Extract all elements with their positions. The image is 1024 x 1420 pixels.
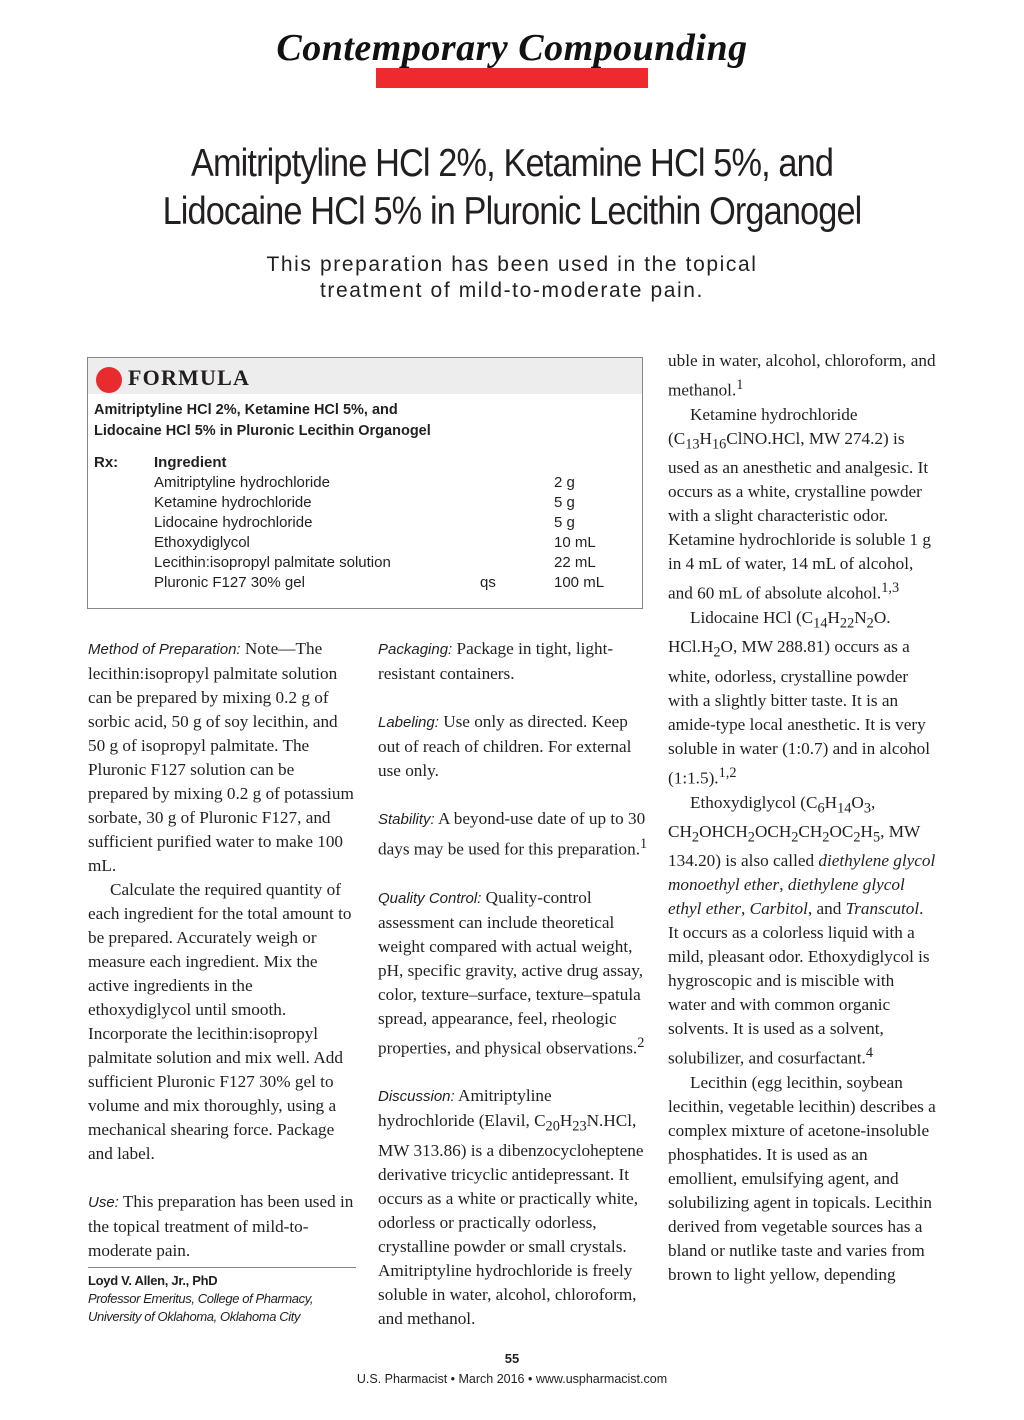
ingredient-row	[88, 474, 642, 494]
ketamine-text: Ketamine hydrochloride (C	[668, 404, 858, 448]
column-1	[88, 637, 356, 1263]
ingredient-amount: 5 g	[554, 494, 575, 511]
subscript: 2	[747, 829, 755, 846]
ethoxy-text: Ethoxydiglycol (C	[690, 792, 818, 812]
subscript: 20	[545, 1118, 560, 1135]
subscript: 3	[863, 799, 871, 816]
ingredient-name: Amitriptyline hydrochloride	[154, 474, 330, 491]
masthead-red-bar	[376, 68, 648, 88]
ethoxy-text: H	[860, 821, 873, 841]
reference-superscript: 1	[736, 377, 744, 393]
page-number: 55	[504, 1351, 520, 1366]
ketamine-text: ClNO.HCl, MW 274.2) is used as an anesthetic and analgesic. It occurs as a white, crystalline powder with a slight characteristic odor. Ketamine hydrochloride is soluble 1 g in 4 mL of water, 14 mL of alcohol, and 60 mL of absolute alcohol.	[668, 428, 932, 603]
author-name: Loyd V. Allen, Jr., PhD	[88, 1273, 218, 1288]
ingredient-amount: 5 g	[554, 514, 575, 531]
discussion-text: N.HCl, MW 313.86) is a dibenzocycloheptene derivative tricyclic antidepressant. It occurs as a white or practically white, odorless or practically odorless, crystalline powder or small crystals. Amitriptyline hydrochloride is freely soluble in water, alcohol, chloroform, and methanol.	[378, 1111, 644, 1328]
use-paragraph	[88, 1190, 356, 1263]
subscript: 2	[866, 615, 874, 632]
ethoxy-text: , and	[807, 899, 846, 919]
formula-label: FORMULA	[128, 365, 251, 390]
reference-superscript: 1,2	[718, 764, 737, 781]
subscript: 2	[853, 829, 861, 846]
ingredient-amount: 2 g	[554, 474, 575, 491]
subscript: 13	[685, 436, 700, 453]
ingredient-name: Lecithin:isopropyl palmitate solution	[154, 554, 391, 571]
method-heading: Method of Preparation:	[88, 641, 241, 658]
formula-title-line-2: Lidocaine HCl 5% in Pluronic Lecithin Organogel	[94, 423, 431, 439]
author-divider	[88, 1267, 356, 1268]
article-title	[114, 140, 910, 236]
lidocaine-text: O, MW 288.81) occurs as a white, odorless, crystalline powder with a slightly bitter taste. It is an amide-type local anesthetic. It is very soluble in water (1:0.7) and in alcohol (1:1.5).	[668, 637, 931, 788]
synonym-italic: Carbitol	[749, 899, 808, 919]
reference-superscript: 2	[637, 1034, 645, 1051]
title-line-1: Amitriptyline HCl 2%, Ketamine HCl 5%, and	[190, 142, 834, 185]
ethoxy-text: , MW 134.20) is also called	[668, 821, 920, 871]
masthead: Contemporary Compounding	[276, 27, 748, 69]
subscript: 2	[691, 829, 700, 846]
subtitle-line-2: treatment of mild-to-moderate pain.	[320, 279, 704, 302]
subscript: 2	[713, 644, 721, 661]
stability-text: A beyond-use date of up to 30 days may be used for this preparation.	[378, 809, 646, 859]
column-2	[378, 637, 648, 1331]
use-heading: Use:	[88, 1194, 119, 1211]
footer-line: U.S. Pharmacist • March 2016 • www.uspharmacist.com	[356, 1372, 668, 1386]
packaging-text: Package in tight, light-resistant containers.	[378, 639, 614, 683]
method-paragraph	[88, 637, 356, 878]
ingredient-row	[88, 574, 642, 594]
ingredient-row	[88, 534, 642, 554]
ingredient-row	[88, 554, 642, 574]
subscript: 16	[711, 436, 727, 453]
ingredient-name: Lidocaine hydrochloride	[154, 514, 313, 531]
labeling-heading: Labeling:	[378, 714, 439, 731]
title-line-2: Lidocaine HCl 5% in Pluronic Lecithin Organogel	[162, 190, 862, 233]
ethoxy-text: H	[824, 792, 838, 812]
ingredient-row	[88, 494, 642, 514]
stability-heading: Stability:	[378, 811, 435, 828]
quality-text: Quality-control assessment can include theoretical weight compared with actual weight, pH, specific gravity, active drug assay, color, texture–surface, texture–spatula spread, appearance, feel, rheologic properties, and physical observations.	[378, 887, 644, 1058]
synonym-italic: diethylene glycol monoethyl ether	[668, 851, 936, 895]
ethoxy-text: CH	[798, 821, 823, 841]
formula-box	[87, 357, 643, 609]
stability-paragraph	[378, 807, 648, 862]
ingredient-name: Pluronic F127 30% gel	[154, 574, 305, 591]
ethoxy-text: OHCH	[699, 821, 748, 841]
ingredient-amount: 100 mL	[554, 574, 605, 591]
use-text: This preparation has been used in the topical treatment of mild-to-moderate pain.	[88, 1192, 354, 1260]
subscript: 23	[572, 1118, 587, 1135]
reference-superscript: 1,3	[881, 580, 900, 597]
formula-title-line-1: Amitriptyline HCl 2%, Ketamine HCl 5%, and	[94, 402, 398, 418]
ingredient-qs: qs	[480, 574, 496, 591]
author-affiliation-1: Professor Emeritus, College of Pharmacy,	[88, 1291, 314, 1306]
subscript: 14	[813, 615, 828, 632]
synonym-italic: Transcutol	[845, 899, 920, 919]
discussion-heading: Discussion:	[378, 1088, 455, 1106]
ketamine-paragraph	[668, 403, 936, 606]
method-text: Note—The lecithin:isopropyl palmitate solution can be prepared by mixing 0.2 g of sorbic acid, 50 g of soy lecithin, and 50 g of isopropyl palmitate. The Pluronic F127 solution can be prepared by mixing 0.2 g of potassium sorbate, 30 g of Pluronic F127, and sufficient purified water to make 100 mL.	[88, 639, 354, 875]
ethoxy-text: ,	[779, 875, 788, 895]
subscript: 2	[822, 829, 830, 846]
ethoxydiglycol-paragraph	[668, 791, 936, 1072]
subscript: 6	[817, 799, 825, 816]
ethoxy-text: O	[851, 792, 864, 812]
subtitle-line-1: This preparation has been used in the topical	[266, 253, 758, 276]
ethoxy-text: , CH	[668, 792, 876, 841]
packaging-heading: Packaging:	[378, 641, 453, 658]
lidocaine-text: Lidocaine HCl (C	[690, 607, 814, 627]
author-affiliation-2: University of Oklahoma, Oklahoma City	[88, 1309, 301, 1324]
synonym-italic: diethylene glycol ethyl ether	[668, 875, 905, 919]
ingredient-amount: 10 mL	[554, 534, 596, 551]
ethoxy-text: . It occurs as a colorless liquid with a mild, pleasant odor. Ethoxydiglycol is hygroscopic and is miscible with water and with common organic solvents. It is used as a solvent, solubilizer, and cosurfactant.	[668, 899, 930, 1069]
quality-paragraph	[378, 886, 648, 1061]
ingredient-amount: 22 mL	[554, 554, 596, 571]
ingredient-row	[88, 514, 642, 534]
labeling-text: Use only as directed. Keep out of reach of children. For external use only.	[378, 712, 632, 780]
ingredient-header: Ingredient	[154, 454, 227, 471]
lidocaine-text: H	[827, 607, 840, 627]
formula-header	[88, 358, 642, 394]
lidocaine-paragraph	[668, 606, 936, 791]
discussion-continued: uble in water, alcohol, chloroform, and methanol.$^1$	[668, 351, 936, 400]
reference-superscript: 1	[640, 836, 648, 852]
packaging-paragraph	[378, 637, 648, 686]
lecithin-paragraph: Lecithin (egg lecithin, soybean lecithin, vegetable lecithin) describes a complex mixture of acetone-insoluble phosphatides. It is used as an emollient, emulsifying agent, and solubilizing agent in topicals. Lecithin derived from vegetable sources has a bland or nutlike taste and varies from brown to light yellow, depending	[668, 1073, 936, 1285]
discussion-text: Amitriptyline hydrochloride (Elavil, C	[378, 1086, 552, 1131]
subscript: 2	[791, 829, 799, 846]
labeling-paragraph	[378, 710, 648, 783]
lidocaine-text: N	[854, 607, 867, 627]
rx-label: Rx:	[94, 454, 119, 471]
quality-heading: Quality Control:	[378, 889, 482, 907]
lidocaine-text: O. HCl.H	[668, 607, 891, 657]
author-block	[88, 1272, 368, 1326]
red-bullet-icon	[96, 367, 122, 393]
ethoxy-text: OCH	[754, 821, 792, 841]
method-paragraph-2: Calculate the required quantity of each ingredient for the total amount to be prepared. Accurately weigh or measure each ingredient. Mix the active ingredients in the ethoxydiglycol until smooth. Incorporate the lecithin:isopropyl palmitate solution and mix well. Add sufficient Pluronic F127 30% gel to volume and mix thoroughly, using a mechanical shearing force. Package and label.	[88, 880, 352, 1163]
ethoxy-text: OC	[829, 821, 854, 841]
column-3	[668, 349, 936, 1287]
subscript: 5	[872, 829, 881, 846]
discussion-text: H	[559, 1111, 573, 1131]
ingredient-name: Ethoxydiglycol	[154, 534, 250, 551]
ketamine-text: H	[699, 428, 712, 448]
article-subtitle	[100, 252, 924, 304]
subscript: 22	[839, 615, 855, 632]
subscript: 14	[837, 799, 852, 816]
ethoxy-text: ,	[741, 899, 750, 919]
reference-superscript: 4	[865, 1045, 874, 1062]
discussion-paragraph	[378, 1084, 648, 1330]
ingredient-name: Ketamine hydrochloride	[154, 494, 312, 511]
